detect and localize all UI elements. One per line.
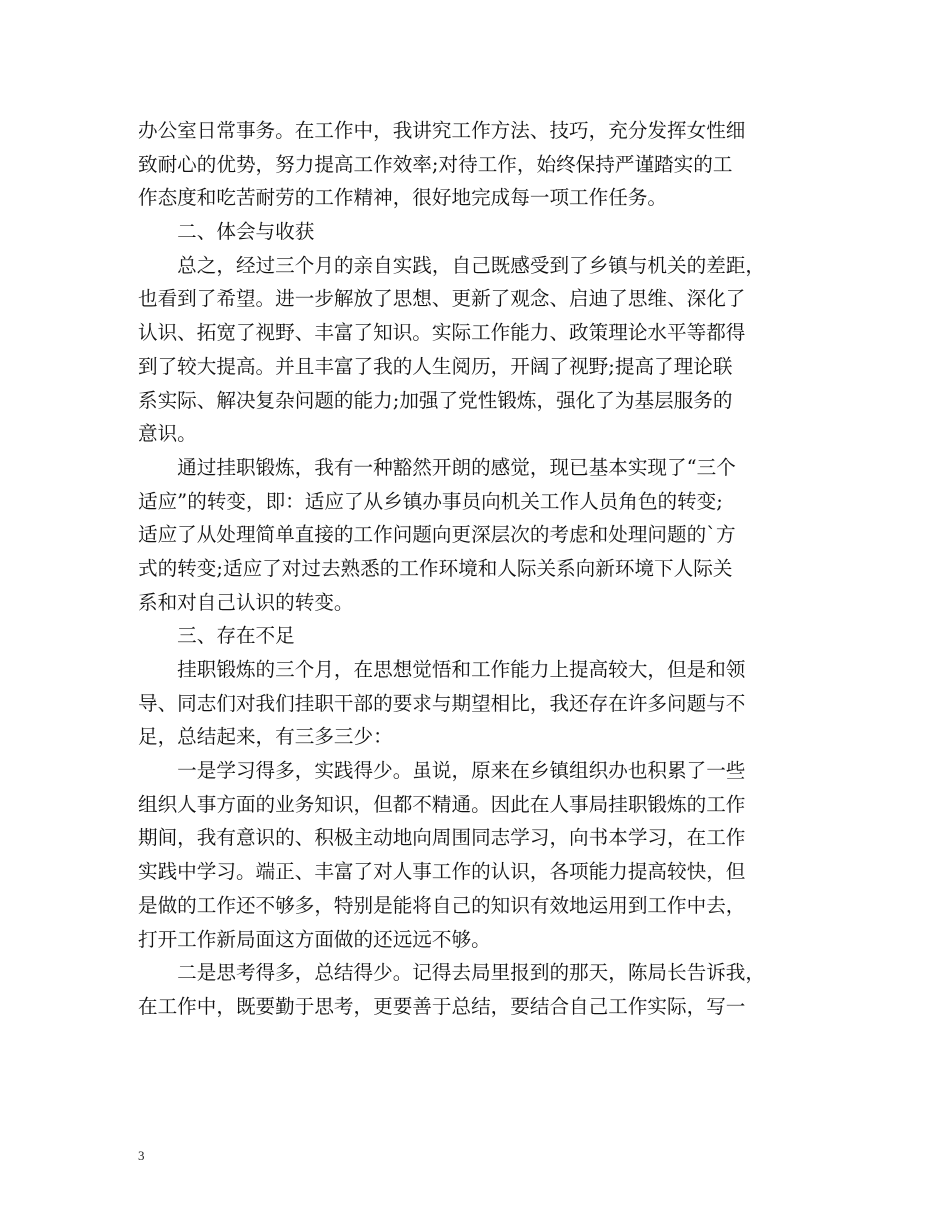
text-line: 系实际、解决复杂问题的能力;加强了党性锻炼，强化了为基层服务的 bbox=[138, 388, 733, 412]
text-line: 挂职锻炼的三个月，在思想觉悟和工作能力上提高较大，但是和领 bbox=[138, 658, 746, 681]
text-line: 期间，我有意识的、积极主动地向周围同志学习，向书本学习，在工作 bbox=[138, 826, 746, 850]
page-number: 3 bbox=[138, 1148, 145, 1163]
text-line: 也看到了希望。进一步解放了思想、更新了观念、启迪了思维、深化了 bbox=[138, 287, 746, 311]
text-line: 认识、拓宽了视野、丰富了知识。实际工作能力、政策理论水平等都得 bbox=[138, 321, 746, 345]
text-line: 通过挂职锻炼，我有一种豁然开朗的感觉，现已基本实现了“三个 bbox=[138, 455, 736, 479]
text-line: 二是思考得多，总结得少。记得去局里报到的那天，陈局长告诉我， bbox=[138, 961, 765, 985]
text-line: 足，总结起来，有三多三少： bbox=[138, 725, 393, 749]
text-line: 致耐心的优势，努力提高工作效率;对待工作，始终保持严谨踏实的工 bbox=[138, 152, 733, 176]
text-line: 是做的工作还不够多，特别是能将自己的知识有效地运用到工作中去， bbox=[138, 893, 746, 917]
text-line: 式的转变;适应了对过去熟悉的工作环境和人际关系向新环境下人际关 bbox=[138, 556, 733, 580]
text-line: 实践中学习。端正、丰富了对人事工作的认识，各项能力提高较快，但 bbox=[138, 860, 746, 884]
text-line: 总之，经过三个月的亲自实践，自己既感受到了乡镇与机关的差距， bbox=[138, 253, 765, 277]
text-line: 适应”的转变，即：适应了从乡镇办事员向机关工作人员角色的转变; bbox=[138, 489, 723, 513]
text-line: 适应了从处理简单直接的工作问题向更深层次的考虑和处理问题的`方 bbox=[138, 523, 736, 547]
text-line: 作态度和吃苦耐劳的工作精神，很好地完成每一项工作任务。 bbox=[138, 186, 668, 210]
text-line: 到了较大提高。并且丰富了我的人生阅历，开阔了视野;提高了理论联 bbox=[138, 354, 733, 378]
text-line: 组织人事方面的业务知识，但都不精通。因此在人事局挂职锻炼的工作 bbox=[138, 792, 746, 816]
text-line: 打开工作新局面这方面做的还远远不够。 bbox=[138, 927, 491, 951]
text-line: 办公室日常事务。在工作中，我讲究工作方法、技巧，充分发挥女性细 bbox=[138, 119, 746, 142]
section-heading: 二、体会与收获 bbox=[138, 220, 315, 244]
text-line: 导、同志们对我们挂职干部的要求与期望相比，我还存在许多问题与不 bbox=[138, 691, 746, 715]
body-text bbox=[138, 114, 828, 1024]
text-line: 在工作中，既要勤于思考，更要善于总结，要结合自己工作实际，写一 bbox=[138, 994, 746, 1018]
text-line: 系和对自己认识的转变。 bbox=[138, 590, 354, 614]
text-line: 意识。 bbox=[138, 422, 197, 446]
section-heading: 三、存在不足 bbox=[138, 624, 295, 648]
text-line: 一是学习得多，实践得少。虽说，原来在乡镇组织办也积累了一些 bbox=[138, 759, 746, 783]
